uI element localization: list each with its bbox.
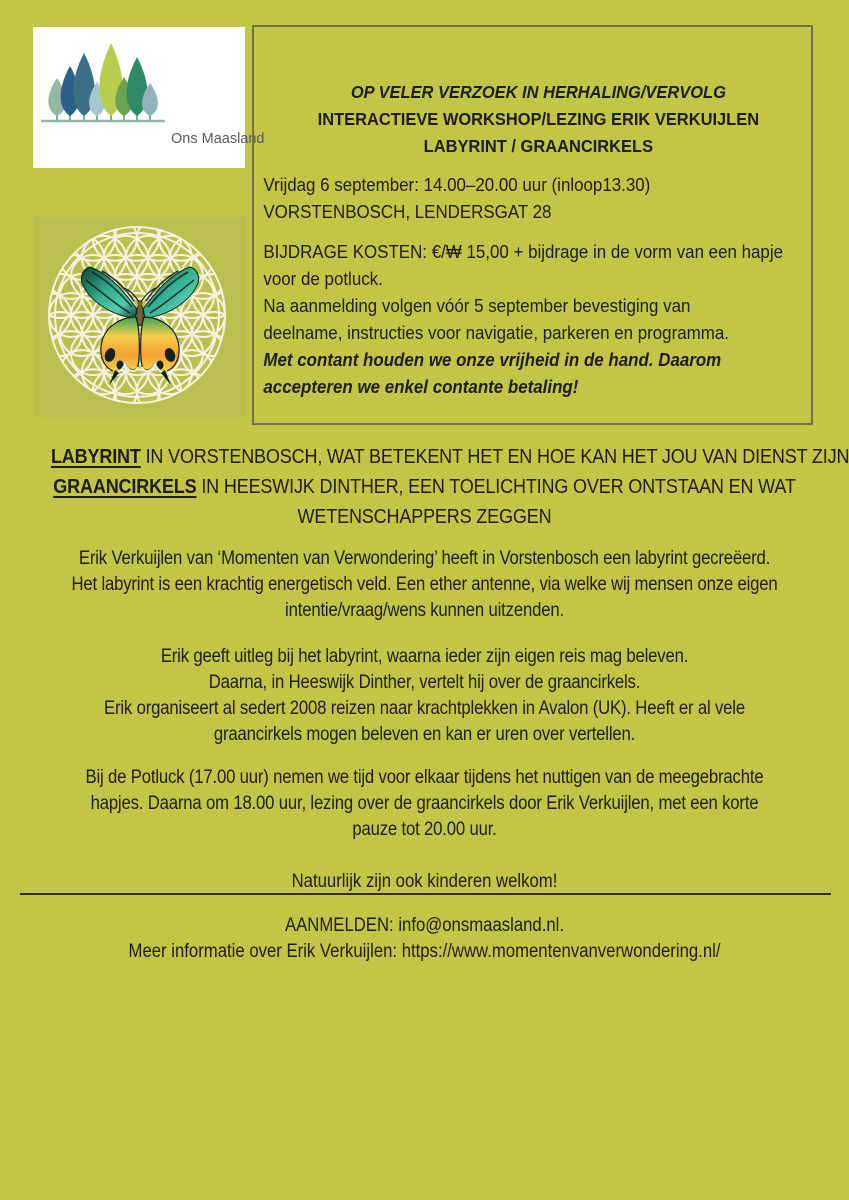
paragraph-line: Het labyrint is een krachtig energetisch veld. Een ether antenne, via welke wij mensen onze eigen [71,574,778,595]
main-text-area [50,442,849,893]
event-cash-notice [263,347,813,401]
paragraph-line: Daarna, in Heeswijk Dinther, vertelt hij over de graancirkels. [208,672,641,693]
event-cost-line: deelname, instructies voor navigatie, parkeren en programma. [263,323,729,343]
paragraph-line: Erik Verkuijlen van ‘Momenten van Verwondering’ heeft in Vorstenbosch een labyrint gecreëerd. [78,548,771,569]
event-details-content [254,27,813,401]
paragraph-potluck [51,765,798,843]
paragraph-line: Erik geeft uitleg bij het labyrint, waarna ieder zijn eigen reis mag beleven. [160,646,689,667]
ons-maasland-logo [33,27,265,168]
flower-of-life-butterfly-icon [33,217,247,417]
more-info-url-line: Meer informatie over Erik Verkuijlen: https://www.momentenvanverwondering.nl/ [128,941,721,962]
event-detail-line: Vrijdag 6 september: 14.00–20.00 uur (inloop13.30) [263,175,651,195]
kids-welcome-line: Natuurlijk zijn ook kinderen welkom! [291,871,558,892]
event-title-line1: OP VELER VERZOEK IN HERHALING/VERVOLG [350,82,726,102]
paragraph-line: graancirkels mogen beleven en kan er uren over vertellen. [213,724,636,745]
heading-labyrint-word: LABYRINT [50,445,141,468]
event-title-line2: INTERACTIEVE WORKSHOP/LEZING ERIK VERKUIJLEN [317,109,760,129]
flower-of-life-artwork [33,217,247,417]
event-date-location [263,172,813,226]
footer-divider [20,893,831,895]
event-cost-info [263,239,813,347]
event-cash-line: Met contant houden we onze vrijheid in de hand. Daarom [263,350,722,370]
signup-email-line: AANMELDEN: info@onsmaasland.nl. [284,915,565,936]
paragraph-line: pauze tot 20.00 uur. [352,819,497,840]
paragraph-line: Erik organiseert al sedert 2008 reizen naar krachtplekken in Avalon (UK). Heeft er al vele [104,698,745,719]
heading-labyrint-rest: IN VORSTENBOSCH, WAT BETEKENT HET EN HOE KAN HET JOU VAN DIENST ZIJN [140,445,849,468]
paragraph-labyrint-intro [51,546,798,624]
event-details-box [252,25,813,425]
event-cost-line: BIJDRAGE KOSTEN: €/₩ 15,00 + bijdrage in de vorm van een hapje [263,242,784,262]
heading-labyrint [50,442,849,472]
paragraph-line: Bij de Potluck (17.00 uur) nemen we tijd voor elkaar tijdens het nuttigen van de meegebrachte [85,767,764,788]
event-cost-line: Na aanmelding volgen vóór 5 september bevestiging van [263,296,691,316]
event-title-line3: LABYRINT / GRAANCIRKELS [423,136,654,156]
event-cost-line: voor de potluck. [263,269,383,289]
heading-graancirkels [51,472,798,502]
paragraph-line: intentie/vraag/wens kunnen uitzenden. [285,600,564,621]
event-cash-line: accepteren we enkel contante betaling! [263,377,579,397]
logo-org-name: Ons Maasland [171,131,265,147]
paragraph-program [51,644,798,748]
heading-graancirkels-word: GRAANCIRKELS [53,475,197,498]
heading-graancirkels-rest: IN HEESWIJK DINTHER, EEN TOELICHTING OVER ONTSTAAN EN WAT [196,475,796,498]
paragraph-line: hapjes. Daarna om 18.00 uur, lezing over de graancirkels door Erik Verkuijlen, met een korte [90,793,759,814]
event-detail-line: VORSTENBOSCH, LENDERSGAT 28 [263,202,552,222]
footer-contact [51,913,798,965]
heading-line3: WETENSCHAPPERS ZEGGEN [297,505,552,528]
